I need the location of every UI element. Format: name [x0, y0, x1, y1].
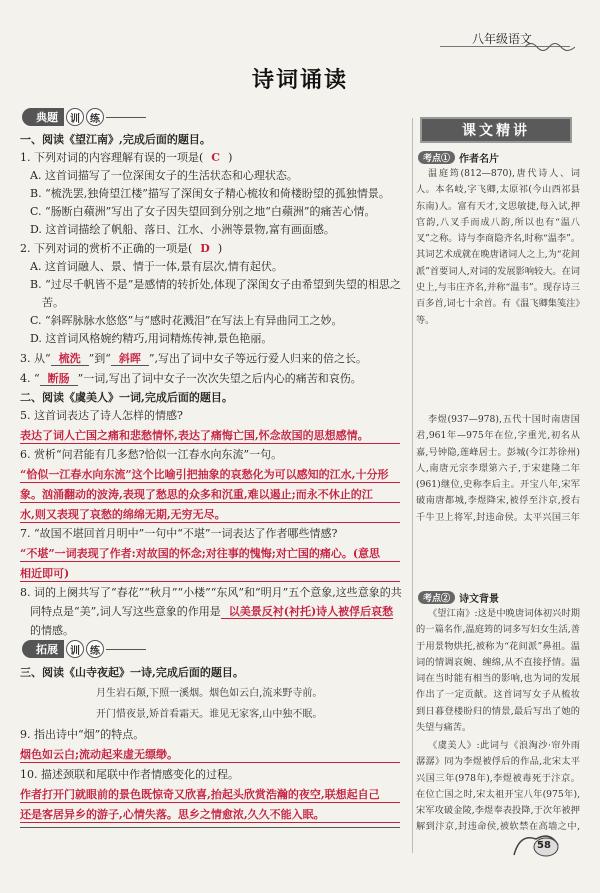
- q1-option-a: A. 这首词描写了一位深闺女子的生活状态和心理状态。: [30, 169, 298, 182]
- q2-option-b: B. “过尽千帆皆不是”是感情的转折处,体现了深闺女子由希望到失望的相思之: [30, 278, 401, 291]
- q2-option-b-cont: 苦。: [42, 296, 64, 309]
- question-8-line-2: 同特点是“美”,词人写这些意象的作用是 以美景反衬(衬托)诗人被俘后哀愁: [30, 605, 394, 618]
- q6-answer-line-3: 水,则又表现了哀愁的绵绵无期,无穷无尽。: [20, 506, 400, 523]
- q2-option-a: A. 这首词融人、景、情于一体,景有层次,情有起伏。: [30, 260, 283, 273]
- page-number: 58: [537, 840, 551, 851]
- section-3-heading: 三、阅读《山寺夜起》一诗,完成后面的题目。: [20, 666, 244, 679]
- page-number-ornament-icon: [510, 829, 562, 859]
- q6-answer-line-2: 象。汹涌翻动的波涛,表现了愁思的众多和沉重,难以遏止;而永不休止的江: [20, 486, 400, 503]
- author-intro-li: 李煜(937—978),五代十国时南唐国君,961年—975年在位,字重光,初名从嘉,号钟隐,莲峰居士。彭城(今江苏徐州)人,南唐元宗李璟第六子,于宋建隆二年(961)继位,史称李后主。开宝八年,宋军破南唐都城,李煜降宋,被俘至汴京,授右千牛卫上将军,封违命侯。太平兴国三年: [416, 414, 580, 522]
- question-2: 2. 下列对词的赏析不正确的一项是( D ): [20, 242, 223, 255]
- section-2-heading: 二、阅读《虞美人》一词,完成后面的题目。: [20, 391, 233, 404]
- sidebar-heading: 课文精讲: [420, 117, 572, 143]
- page-title: 诗词诵读: [251, 67, 348, 93]
- q1-option-d: D. 这首词描绘了帆船、落日、江水、小洲等景物,富有画面感。: [30, 223, 335, 236]
- q1-option-c: C. “肠断白蘋洲”写出了女子因失望回到分别之地“白蘋洲”的痛苦心情。: [30, 205, 376, 218]
- background-yumeiren: 《虞美人》:此词与《浪淘沙·帘外雨潺潺》同为李煜被俘后的作品,北宋太平兴国三年(978年),李煜被毒死于汴京。在位亡国之时,宋太祖开宝八年(975年),宋军攻破金陵,李煜奉表投降,于次年被押解到汴京,封违命侯,被软禁在高墙之中,: [416, 740, 580, 833]
- q10-answer-line-2: 还是客居异乡的游子,心情失落。思乡之情愈浓,久久不能入眠。: [20, 806, 400, 823]
- question-6: 6. 赏析“问君能有几多愁?恰似一江春水向东流”一句。: [20, 448, 283, 461]
- poem-line-2: 开门惜夜景,矫首看霜天。谁见无家客,山中独不眠。: [96, 709, 323, 720]
- blank-answer-line: [20, 826, 400, 828]
- practice-badge: 典题 训 练: [22, 107, 146, 127]
- question-7: 7. “故国不堪回首月明中”一句中“不堪”一词表达了作者哪些情感?: [20, 527, 338, 540]
- q10-answer-line-1: 作者打开门就眼前的景色既惊奇又欣喜,抬起头欣赏浩瀚的夜空,联想起自己: [20, 786, 400, 803]
- wave-decoration-icon: [525, 38, 575, 52]
- question-4: 4. “ 断肠 ”一词,写出了词中女子一次次失望之后内心的痛苦和哀伤。: [20, 372, 362, 385]
- q7-answer-line-1: “不堪”一词表现了作者:对故国的怀念;对往事的愧悔;对亡国的痛心。(意思: [20, 545, 400, 562]
- q2-option-c: C. “斜晖脉脉水悠悠”与“感时花溅泪”在写法上有异曲同工之妙。: [30, 314, 343, 327]
- author-intro-wen: 温庭筠(812—870),唐代诗人、词人。本名岐,字飞卿,太原祁(今山西祁县东南)人。富有天才,文思敏捷,每入试,押官韵,八叉手而成八韵,所以也有“温八叉”之称。诗与李商隐齐名,时称“温李”。其词艺术成就在晚唐诸词人之上,为“花间派”首要词人,对词的发展影响较大。在词史上,与韦庄齐名,并称“温韦”。现存诗三百多首,词七十余首。有《温飞卿集笺注》等。: [416, 168, 581, 326]
- question-10: 10. 描述颈联和尾联中作者情感变化的过程。: [20, 768, 239, 781]
- question-8-line-3: 的情感。: [30, 624, 74, 637]
- q7-answer-line-2: 相近即可): [20, 565, 400, 582]
- question-1: 1. 下列对词的内容理解有误的一项是( C ): [20, 151, 233, 164]
- section-1-heading: 一、阅读《望江南》,完成后面的题目。: [20, 133, 211, 146]
- question-3: 3. 从“ 梳洗 ”到“ 斜晖 ”,写出了词中女子等远行爱人归来的倍之长。: [20, 352, 367, 365]
- q5-answer: 表达了词人亡国之痛和悲愁情怀,表达了痛悔亡国,怀念故国的思想感情。: [20, 427, 400, 444]
- grade-label: 八年级语文: [471, 32, 532, 46]
- tag-background: 考点② 诗文背景: [418, 590, 499, 604]
- question-8: 8. 词的上阕共写了“春花”“秋月”“小楼”“东风”和“明月”五个意象,这些意象的共: [20, 586, 402, 599]
- q9-answer: 烟色如云白;流动起来虚无缥缈。: [20, 746, 400, 763]
- poem-line-1: 月生岩石颠,下照一溪烟。烟色如云白,流来野寺前。: [96, 688, 323, 699]
- tag-author: 考点① 作者名片: [418, 150, 499, 164]
- q6-answer-line-1: “恰似一江春水向东流”这个比喻引把抽象的哀愁化为可以感知的江水,十分形: [20, 466, 400, 483]
- background-wangjiangnan: 《望江南》:这是中晚唐词体初兴时期的一篇名作,温庭筠的词多写妇女生活,善于用景物烘托,被称为“花间派”鼻祖。温词的情调哀婉、缠绵,从不直接抒情。温词在当时能有相当的影响,也为词的发展作出了一定贡献。这首词写女子从梳妆到日暮登楼盼归的情景,最后写出了她的失望与痛苦。: [416, 608, 580, 734]
- q1-option-b: B. “梳洗罢,独倚望江楼”描写了深闺女子精心梳妆和倚楼盼望的孤独情景。: [30, 187, 390, 200]
- question-9: 9. 指出诗中“烟”的特点。: [20, 728, 145, 741]
- q2-option-d: D. 这首词风格婉约精巧,用词精炼传神,景色艳丽。: [30, 332, 273, 345]
- question-5: 5. 这首词表达了诗人怎样的情感?: [20, 409, 183, 422]
- extend-badge: 拓展 训 练: [22, 639, 146, 659]
